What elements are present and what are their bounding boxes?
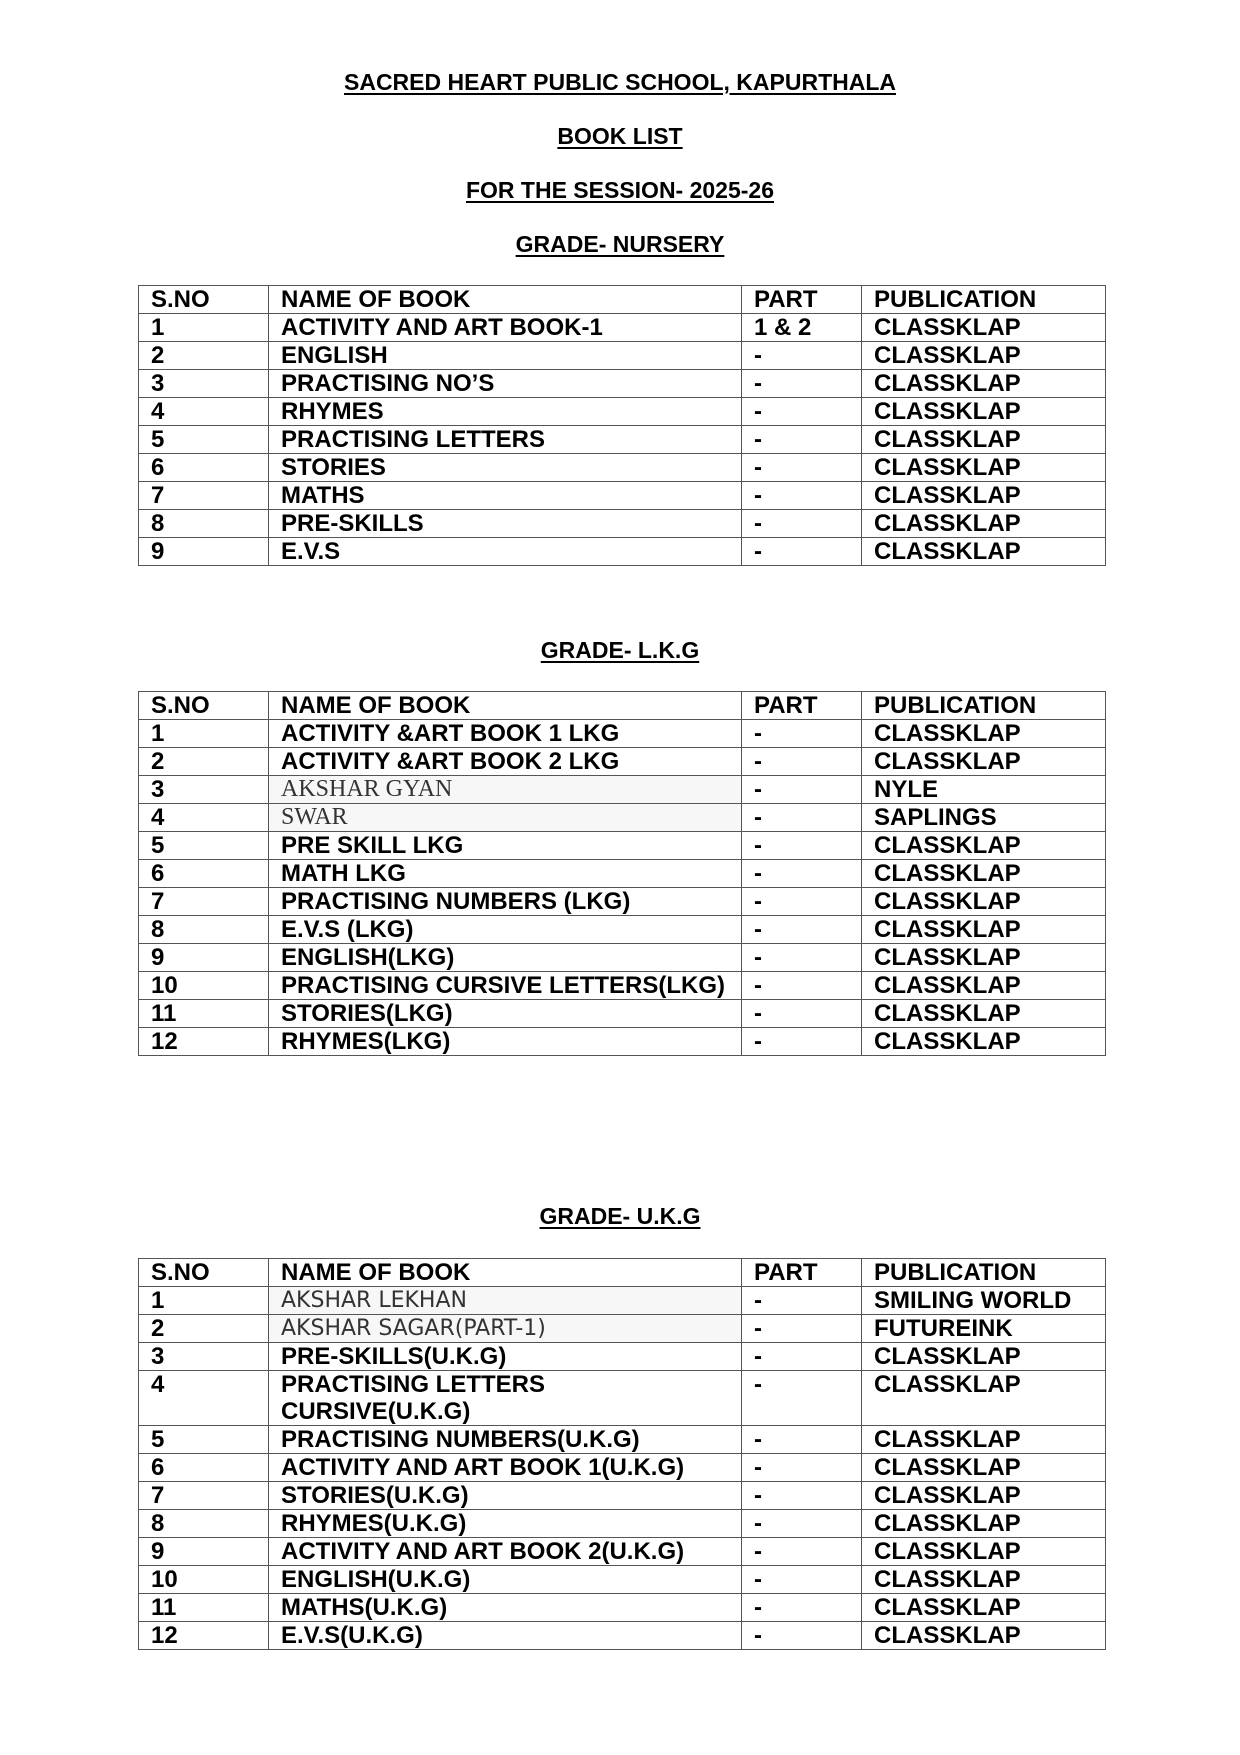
part-cell: - — [742, 398, 862, 426]
table-row — [139, 482, 1106, 510]
part-cell: - — [742, 860, 862, 888]
column-header: PUBLICATION — [862, 692, 1106, 720]
part-cell: 1 & 2 — [742, 314, 862, 342]
column-header: S.NO — [139, 286, 269, 314]
publication-cell: NYLE — [862, 776, 1106, 804]
table-row — [139, 454, 1106, 482]
publication-cell: CLASSKLAP — [862, 314, 1106, 342]
publication-cell: CLASSKLAP — [862, 720, 1106, 748]
book-name-cell: PRACTISING NUMBERS(U.K.G) — [269, 1426, 742, 1454]
publication-cell: FUTUREINK — [862, 1315, 1106, 1343]
sno-cell: 4 — [139, 804, 269, 832]
publication-cell: CLASSKLAP — [862, 1000, 1106, 1028]
column-header: PART — [742, 286, 862, 314]
table-row — [139, 1566, 1106, 1594]
book-name-cell: E.V.S — [269, 538, 742, 566]
book-name-cell: PRACTISING NO’S — [269, 370, 742, 398]
sno-cell: 8 — [139, 510, 269, 538]
table-header-row — [139, 286, 1106, 314]
table-row — [139, 860, 1106, 888]
table-row — [139, 426, 1106, 454]
part-cell: - — [742, 342, 862, 370]
sno-cell: 5 — [139, 1426, 269, 1454]
column-header: NAME OF BOOK — [269, 1259, 742, 1287]
table-row — [139, 1454, 1106, 1482]
publication-cell: SAPLINGS — [862, 804, 1106, 832]
table-row — [139, 342, 1106, 370]
sno-cell: 12 — [139, 1622, 269, 1650]
book-name-cell: ACTIVITY &ART BOOK 2 LKG — [269, 748, 742, 776]
publication-cell: CLASSKLAP — [862, 972, 1106, 1000]
part-cell: - — [742, 1371, 862, 1426]
page-title: BOOK LIST — [557, 123, 683, 149]
part-cell: - — [742, 454, 862, 482]
column-header: PUBLICATION — [862, 1259, 1106, 1287]
sno-cell: 9 — [139, 944, 269, 972]
sno-cell: 1 — [139, 720, 269, 748]
part-cell: - — [742, 1287, 862, 1315]
table-row — [139, 832, 1106, 860]
table-header-row — [139, 1259, 1106, 1287]
part-cell: - — [742, 1566, 862, 1594]
sno-cell: 11 — [139, 1594, 269, 1622]
book-name-cell: PRACTISING CURSIVE LETTERS(LKG) — [269, 972, 742, 1000]
sno-cell: 3 — [139, 776, 269, 804]
table-row — [139, 916, 1106, 944]
sno-cell: 2 — [139, 748, 269, 776]
publication-cell: CLASSKLAP — [862, 832, 1106, 860]
sno-cell: 11 — [139, 1000, 269, 1028]
book-name-cell: ACTIVITY AND ART BOOK 2(U.K.G) — [269, 1538, 742, 1566]
part-cell: - — [742, 1028, 862, 1056]
sno-cell: 2 — [139, 1315, 269, 1343]
book-name-cell: E.V.S(U.K.G) — [269, 1622, 742, 1650]
column-header: NAME OF BOOK — [269, 692, 742, 720]
book-name-cell: MATHS — [269, 482, 742, 510]
sno-cell: 8 — [139, 1510, 269, 1538]
table-row — [139, 538, 1106, 566]
part-cell: - — [742, 1594, 862, 1622]
table-row — [139, 1343, 1106, 1371]
sno-cell: 7 — [139, 482, 269, 510]
table-row — [139, 1426, 1106, 1454]
part-cell: - — [742, 916, 862, 944]
publication-cell: CLASSKLAP — [862, 426, 1106, 454]
sno-cell: 1 — [139, 314, 269, 342]
publication-cell: CLASSKLAP — [862, 1566, 1106, 1594]
ukg-book-table — [138, 1258, 1106, 1650]
book-name-cell: PRE SKILL LKG — [269, 832, 742, 860]
publication-cell: CLASSKLAP — [862, 1482, 1106, 1510]
book-name-cell: AKSHAR LEKHAN — [269, 1287, 742, 1315]
part-cell: - — [742, 944, 862, 972]
sno-cell: 6 — [139, 454, 269, 482]
table-row — [139, 398, 1106, 426]
part-cell: - — [742, 1622, 862, 1650]
sno-cell: 10 — [139, 1566, 269, 1594]
part-cell: - — [742, 510, 862, 538]
publication-cell: CLASSKLAP — [862, 916, 1106, 944]
column-header: S.NO — [139, 1259, 269, 1287]
book-name-cell: ACTIVITY &ART BOOK 1 LKG — [269, 720, 742, 748]
table-row — [139, 1594, 1106, 1622]
publication-cell: CLASSKLAP — [862, 944, 1106, 972]
table-row — [139, 776, 1106, 804]
book-name-cell: ACTIVITY AND ART BOOK 1(U.K.G) — [269, 1454, 742, 1482]
book-name-cell: PRACTISING LETTERS — [269, 426, 742, 454]
part-cell: - — [742, 1426, 862, 1454]
table-row — [139, 1482, 1106, 1510]
table-row — [139, 1028, 1106, 1056]
part-cell: - — [742, 1343, 862, 1371]
part-cell: - — [742, 832, 862, 860]
column-header: PUBLICATION — [862, 286, 1106, 314]
sno-cell: 5 — [139, 832, 269, 860]
nursery-book-table — [138, 285, 1106, 566]
book-name-cell: PRE-SKILLS — [269, 510, 742, 538]
part-cell: - — [742, 972, 862, 1000]
book-name-cell: RHYMES(U.K.G) — [269, 1510, 742, 1538]
part-cell: - — [742, 720, 862, 748]
book-name-cell: ENGLISH(U.K.G) — [269, 1566, 742, 1594]
publication-cell: SMILING WORLD — [862, 1287, 1106, 1315]
part-cell: - — [742, 888, 862, 916]
publication-cell: CLASSKLAP — [862, 510, 1106, 538]
table-row — [139, 720, 1106, 748]
part-cell: - — [742, 748, 862, 776]
publication-cell: CLASSKLAP — [862, 1343, 1106, 1371]
publication-cell: CLASSKLAP — [862, 1426, 1106, 1454]
part-cell: - — [742, 776, 862, 804]
table-row — [139, 1371, 1106, 1426]
book-name-cell: ENGLISH — [269, 342, 742, 370]
book-name-cell: STORIES — [269, 454, 742, 482]
lkg-book-table — [138, 691, 1106, 1056]
sno-cell: 1 — [139, 1287, 269, 1315]
table-row — [139, 1538, 1106, 1566]
sno-cell: 10 — [139, 972, 269, 1000]
sno-cell: 3 — [139, 370, 269, 398]
sno-cell: 9 — [139, 538, 269, 566]
publication-cell: CLASSKLAP — [862, 1371, 1106, 1426]
book-name-cell: ACTIVITY AND ART BOOK-1 — [269, 314, 742, 342]
column-header: PART — [742, 1259, 862, 1287]
table-row — [139, 944, 1106, 972]
part-cell: - — [742, 1482, 862, 1510]
table-row — [139, 314, 1106, 342]
part-cell: - — [742, 1454, 862, 1482]
book-name-cell: PRE-SKILLS(U.K.G) — [269, 1343, 742, 1371]
table-row — [139, 804, 1106, 832]
publication-cell: CLASSKLAP — [862, 538, 1106, 566]
publication-cell: CLASSKLAP — [862, 1538, 1106, 1566]
part-cell: - — [742, 804, 862, 832]
sno-cell: 2 — [139, 342, 269, 370]
sno-cell: 9 — [139, 1538, 269, 1566]
book-name-cell: RHYMES(LKG) — [269, 1028, 742, 1056]
session-label: FOR THE SESSION- 2025-26 — [465, 177, 775, 203]
book-name-cell: STORIES(LKG) — [269, 1000, 742, 1028]
table-row — [139, 1622, 1106, 1650]
book-name-cell: RHYMES — [269, 398, 742, 426]
sno-cell: 12 — [139, 1028, 269, 1056]
grade-heading-lkg: GRADE- L.K.G — [540, 637, 700, 663]
table-row — [139, 1287, 1106, 1315]
sno-cell: 8 — [139, 916, 269, 944]
publication-cell: CLASSKLAP — [862, 888, 1106, 916]
publication-cell: CLASSKLAP — [862, 1594, 1106, 1622]
publication-cell: CLASSKLAP — [862, 1028, 1106, 1056]
publication-cell: CLASSKLAP — [862, 482, 1106, 510]
sno-cell: 5 — [139, 426, 269, 454]
column-header: NAME OF BOOK — [269, 286, 742, 314]
sno-cell: 4 — [139, 398, 269, 426]
book-name-cell: PRACTISING LETTERS CURSIVE(U.K.G) — [269, 1371, 742, 1426]
publication-cell: CLASSKLAP — [862, 454, 1106, 482]
part-cell: - — [742, 426, 862, 454]
table-row — [139, 370, 1106, 398]
sno-cell: 6 — [139, 860, 269, 888]
grade-heading-ukg: GRADE- U.K.G — [539, 1203, 701, 1229]
column-header: PART — [742, 692, 862, 720]
table-row — [139, 1000, 1106, 1028]
table-row — [139, 748, 1106, 776]
school-name: SACRED HEART PUBLIC SCHOOL, KAPURTHALA — [344, 69, 896, 95]
sno-cell: 7 — [139, 1482, 269, 1510]
table-row — [139, 888, 1106, 916]
book-name-cell: STORIES(U.K.G) — [269, 1482, 742, 1510]
table-row — [139, 1315, 1106, 1343]
part-cell: - — [742, 482, 862, 510]
part-cell: - — [742, 538, 862, 566]
book-name-cell: E.V.S (LKG) — [269, 916, 742, 944]
sno-cell: 3 — [139, 1343, 269, 1371]
part-cell: - — [742, 1315, 862, 1343]
column-header: S.NO — [139, 692, 269, 720]
book-name-cell: ENGLISH(LKG) — [269, 944, 742, 972]
table-header-row — [139, 692, 1106, 720]
part-cell: - — [742, 1510, 862, 1538]
table-row — [139, 972, 1106, 1000]
publication-cell: CLASSKLAP — [862, 1622, 1106, 1650]
book-name-cell: PRACTISING NUMBERS (LKG) — [269, 888, 742, 916]
grade-heading-nursery: GRADE- NURSERY — [515, 231, 725, 257]
publication-cell: CLASSKLAP — [862, 1454, 1106, 1482]
publication-cell: CLASSKLAP — [862, 398, 1106, 426]
table-row — [139, 510, 1106, 538]
part-cell: - — [742, 1538, 862, 1566]
sno-cell: 4 — [139, 1371, 269, 1426]
publication-cell: CLASSKLAP — [862, 1510, 1106, 1538]
book-name-cell: MATH LKG — [269, 860, 742, 888]
sno-cell: 6 — [139, 1454, 269, 1482]
table-row — [139, 1510, 1106, 1538]
publication-cell: CLASSKLAP — [862, 342, 1106, 370]
publication-cell: CLASSKLAP — [862, 860, 1106, 888]
book-name-cell: AKSHAR GYAN — [269, 776, 742, 804]
book-name-cell: AKSHAR SAGAR(PART-1) — [269, 1315, 742, 1343]
part-cell: - — [742, 1000, 862, 1028]
part-cell: - — [742, 370, 862, 398]
book-name-cell: SWAR — [269, 804, 742, 832]
publication-cell: CLASSKLAP — [862, 748, 1106, 776]
publication-cell: CLASSKLAP — [862, 370, 1106, 398]
sno-cell: 7 — [139, 888, 269, 916]
book-name-cell: MATHS(U.K.G) — [269, 1594, 742, 1622]
